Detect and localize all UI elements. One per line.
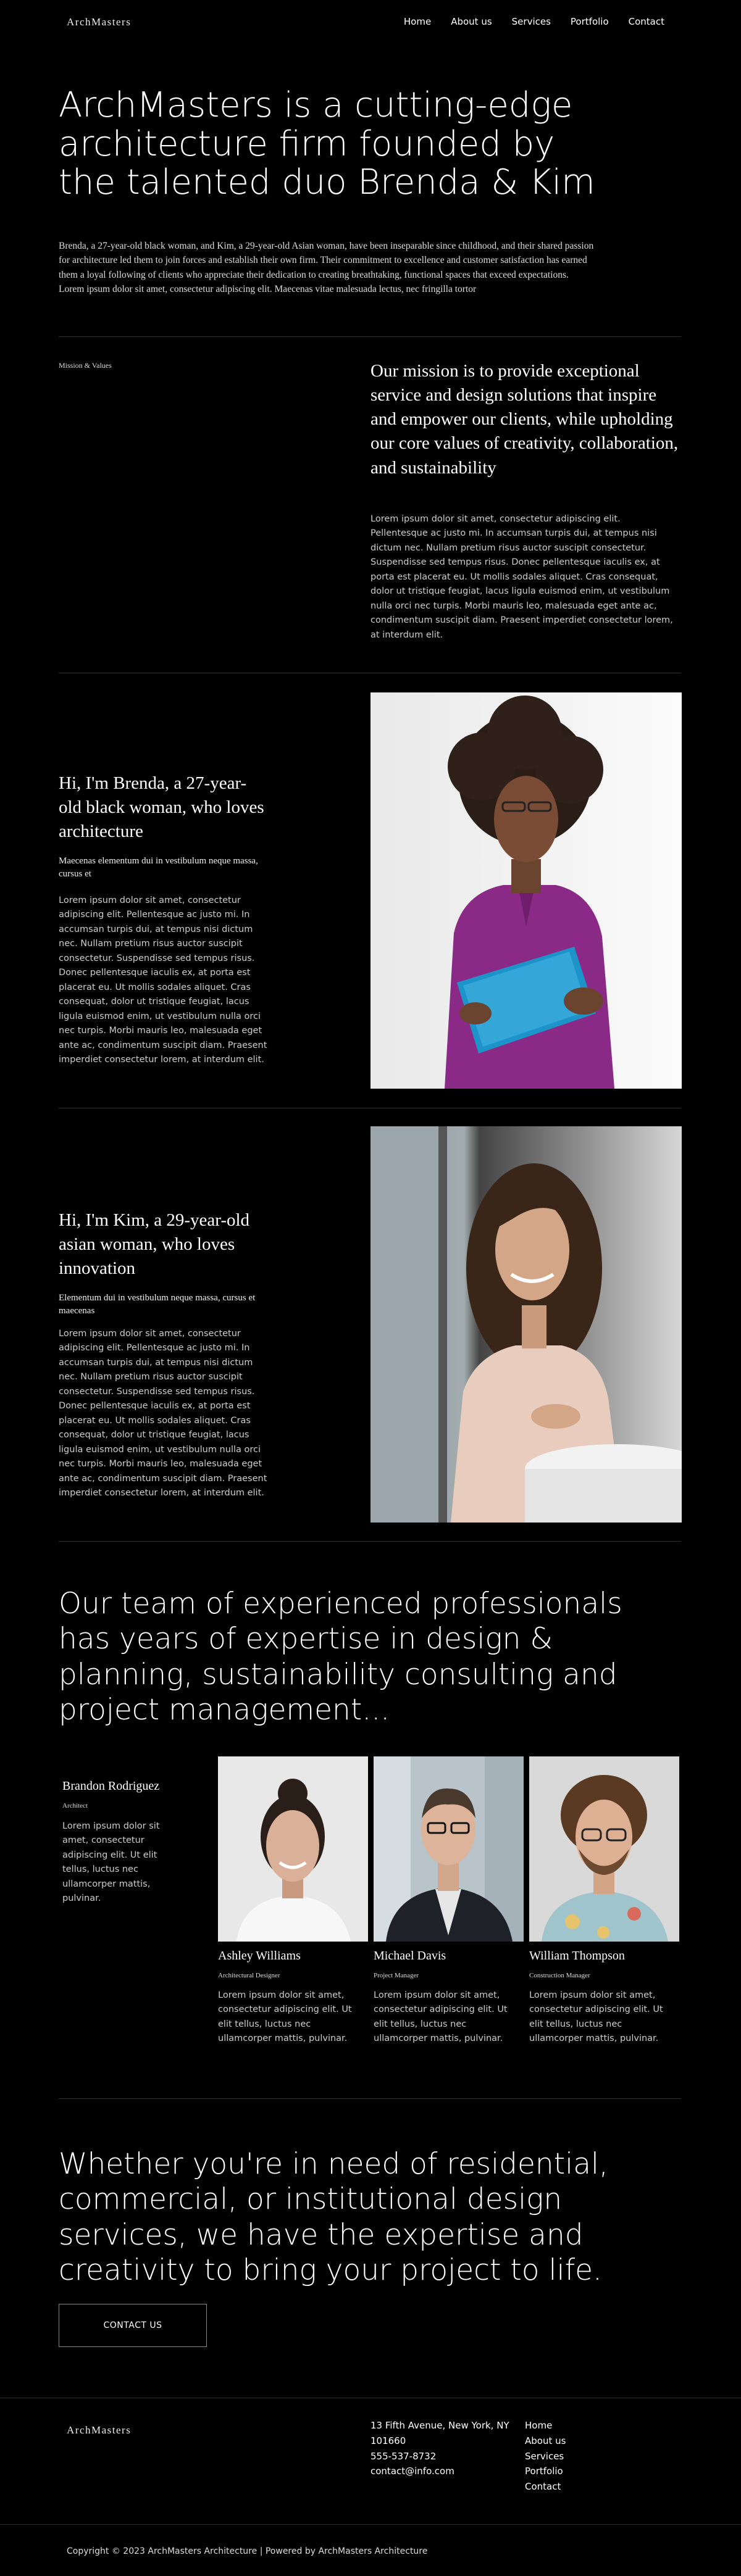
- nav-contact[interactable]: Contact: [628, 16, 664, 27]
- footer-link-portfolio[interactable]: Portfolio: [525, 2466, 563, 2477]
- member-name: Ashley Williams: [218, 1949, 301, 1963]
- member-bio: Lorem ipsum dolor sit amet, consectetur adipiscing elit. Ut elit tellus, luctus nec ullamcorper mattis, pulvinar.: [218, 1990, 352, 2044]
- hero-title: ArchMasters is a cutting-edge architecture firm founded by the talented duo Brenda & Kim: [59, 85, 595, 203]
- brenda-portrait-image: [371, 692, 682, 1089]
- brenda-subtitle: Maecenas elementum dui in vestibulum neque massa, cursus et: [59, 856, 258, 879]
- member-name: Michael Davis: [374, 1949, 446, 1963]
- brenda-title: Hi, I'm Brenda, a 27-year-old black woman, who loves architecture: [59, 773, 264, 842]
- site-header: [0, 0, 741, 43]
- divider: [59, 1541, 681, 1542]
- hero-description: Brenda, a 27-year-old black woman, and Kim, a 29-year-old Asian woman, have been inseparable since childhood, and their shared passion for architecture led them to join forces and establish their own firm. Their commitment to excellence and customer satisfaction has earned them a loyal following of clients who appreciate their dedication to creating breathtaking, functional spaces that exceed expectations. Lorem ipsum dolor sit amet, consectetur adipiscing elit. Maecenas vitae malesuada lectus, nec fringilla tortor: [59, 241, 594, 294]
- footer-link-home[interactable]: Home: [525, 2420, 553, 2431]
- footer-phone[interactable]: 555-537-8732: [371, 2450, 437, 2462]
- nav-about-us[interactable]: About us: [451, 16, 492, 27]
- member-bio: Lorem ipsum dolor sit amet, consectetur adipiscing elit. Ut elit tellus, luctus nec ullamcorper mattis, pulvinar.: [62, 1821, 160, 1904]
- nav-home[interactable]: Home: [403, 16, 432, 27]
- cta-title: Whether you're in need of residential, commercial, or institutional design services, we have the expertise and creativity to bring your project to life.: [59, 2147, 608, 2287]
- william-photo: [529, 1756, 679, 1942]
- michael-portrait-image: [374, 1756, 524, 1942]
- footer-logo[interactable]: ArchMasters: [67, 2424, 132, 2436]
- brenda-photo: [371, 692, 682, 1089]
- main-nav: [404, 16, 664, 27]
- mission-text: Lorem ipsum dolor sit amet, consectetur adipiscing elit. Pellentesque ac justo mi. In accumsan turpis dui, at tempus nisi dictum nec. Nullam pretium risus auctor suscipit consectetur. Suspendisse sed tempus risus. Donec pellentesque iaculis ex, at porta est placerat eu. Ut mollis sodales aliquet. Cras consequat, dolor ut tristique feugiat, lacus ligula euismod enim, ut vestibulum nulla orci nec turpis. Morbi mauris leo, malesuada eget ante ac, condimentum suscipit diam. Praesent imperdiet consectetur lorem, at interdum elit.: [371, 514, 673, 640]
- kim-subtitle: Elementum dui in vestibulum neque massa, cursus et maecenas: [59, 1293, 256, 1316]
- footer-address: 13 Fifth Avenue, New York, NY 101660: [371, 2420, 509, 2446]
- footer-email[interactable]: contact@info.com: [371, 2466, 454, 2477]
- footer-link-services[interactable]: Services: [525, 2450, 564, 2462]
- nav-portfolio[interactable]: Portfolio: [570, 16, 609, 27]
- footer-nav: [525, 2418, 566, 2495]
- kim-text: Lorem ipsum dolor sit amet, consectetur adipiscing elit. Pellentesque ac justo mi. In accumsan turpis dui, at tempus nisi dictum nec. Nullam pretium risus auctor suscipit consectetur. Suspendisse sed tempus risus. Donec pellentesque iaculis ex, at porta est placerat eu. Ut mollis sodales aliquet. Cras consequat, dolor ut tristique feugiat, lacus ligula euismod enim, ut vestibulum nulla orci nec turpis. Morbi mauris leo, malesuada eget ante ac, condimentum suscipit diam. Praesent imperdiet consectetur lorem, at interdum elit.: [59, 1329, 267, 1498]
- footer-contact: [371, 2418, 519, 2479]
- divider: [59, 2098, 681, 2099]
- divider: [59, 336, 681, 337]
- footer-link-contact[interactable]: Contact: [525, 2481, 561, 2492]
- footer-bottom-divider: [0, 2524, 741, 2525]
- michael-photo: [374, 1756, 524, 1942]
- mission-title: Our mission is to provide exceptional service and design solutions that inspire and empower our clients, while upholding our core values of creativity, collaboration, and sustainability: [371, 361, 679, 478]
- member-role: Architectural Designer: [218, 1972, 280, 1979]
- member-role: Construction Manager: [529, 1972, 590, 1979]
- contact-us-button[interactable]: CONTACT US: [59, 2304, 207, 2347]
- member-role: Architect: [62, 1802, 88, 1809]
- mission-label: Mission & Values: [59, 361, 112, 370]
- ashley-portrait-image: [218, 1756, 368, 1942]
- copyright-text: Copyright © 2023 ArchMasters Architecture | Powered by ArchMasters Architecture: [67, 2546, 428, 2556]
- member-bio: Lorem ipsum dolor sit amet, consectetur adipiscing elit. Ut elit tellus, luctus nec ullamcorper mattis, pulvinar.: [374, 1990, 508, 2044]
- william-portrait-image: [529, 1756, 679, 1942]
- footer-link-about-us[interactable]: About us: [525, 2435, 566, 2446]
- member-bio: Lorem ipsum dolor sit amet, consectetur adipiscing elit. Ut elit tellus, luctus nec ullamcorper mattis, pulvinar.: [529, 1990, 663, 2044]
- brenda-text: Lorem ipsum dolor sit amet, consectetur adipiscing elit. Pellentesque ac justo mi. In accumsan turpis dui, at tempus nisi dictum nec. Nullam pretium risus auctor suscipit consectetur. Suspendisse sed tempus risus. Donec pellentesque iaculis ex, at porta est placerat eu. Ut mollis sodales aliquet. Cras consequat, dolor ut tristique feugiat, lacus ligula euismod enim, ut vestibulum nulla orci nec turpis. Morbi mauris leo, malesuada eget ante ac, condimentum suscipit diam. Praesent imperdiet consectetur lorem, at interdum elit.: [59, 895, 267, 1065]
- ashley-photo: [218, 1756, 368, 1942]
- member-name: Brandon Rodriguez: [62, 1779, 160, 1793]
- team-title: Our team of experienced professionals has years of expertise in design & planning, sustainability consulting and project management...: [59, 1587, 622, 1727]
- member-name: William Thompson: [529, 1949, 625, 1963]
- member-role: Project Manager: [374, 1972, 419, 1979]
- kim-photo: [371, 1126, 682, 1523]
- kim-title: Hi, I'm Kim, a 29-year-old asian woman, who loves innovation: [59, 1210, 250, 1279]
- site-logo[interactable]: ArchMasters: [67, 16, 132, 28]
- kim-portrait-image: [371, 1126, 682, 1523]
- nav-services[interactable]: Services: [511, 16, 551, 27]
